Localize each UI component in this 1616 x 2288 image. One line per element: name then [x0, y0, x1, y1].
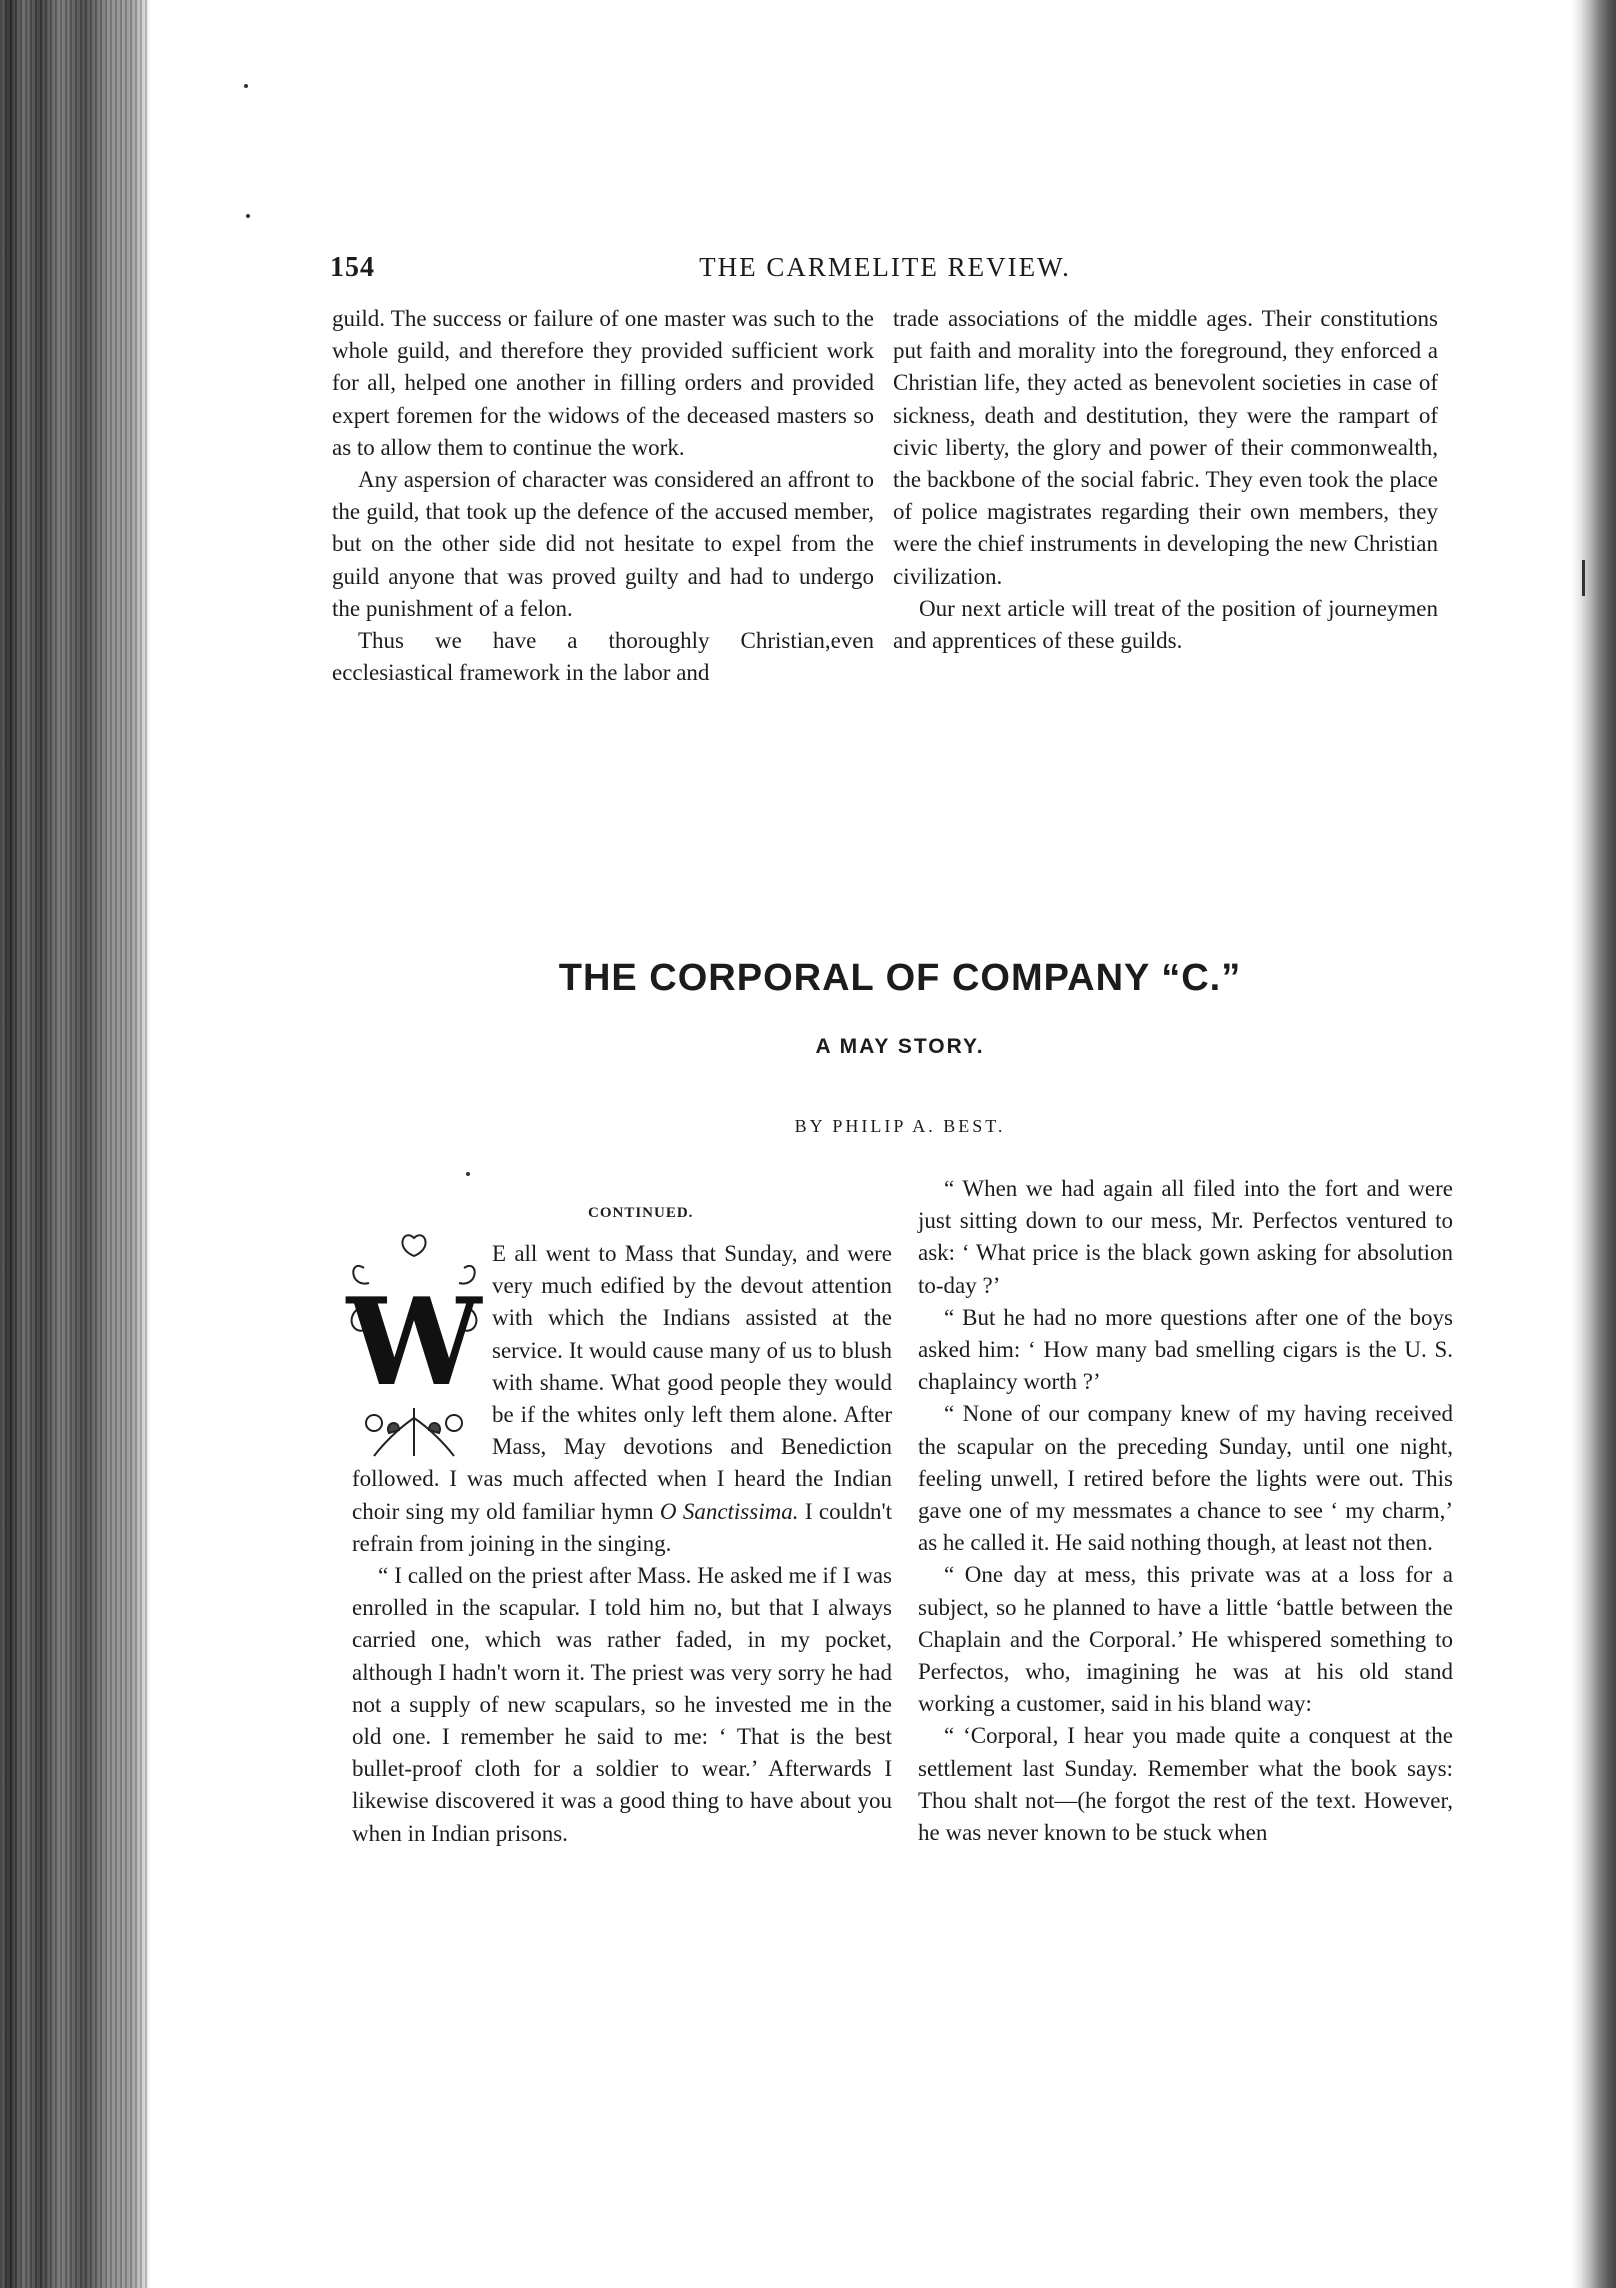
speck — [244, 84, 248, 88]
story-title: THE CORPORAL OF COMPANY “C.” — [558, 957, 1242, 999]
page-edge — [1572, 0, 1616, 2288]
paragraph: “ One day at mess, this private was at a loss for a subject, so he planned to have a little ‘battle between the Chaplain and the Corporal.’ He whispered something to Perfectos, who, imagining he was at his old stand working a customer, said in his bland way: — [918, 1562, 1453, 1717]
speck — [246, 214, 250, 218]
paragraph: “ But he had no more questions after one of the boys asked him: ‘ How many bad smelling cigars is the U. S. chaplaincy worth ?’ — [918, 1304, 1453, 1395]
top-left-column — [332, 303, 874, 689]
story-subtitle: A MAY STORY. — [815, 1035, 985, 1058]
paragraph: Any aspersion of character was considered an affront to the guild, that took up the defence of the accused member, but on the other side did not hesitate to expel from the guild anyone that was proved guilty and had to undergo the punishment of a felon. — [332, 467, 874, 621]
drop-cap-letter: W — [346, 1272, 482, 1413]
top-right-column — [893, 303, 1438, 657]
bottom-left-column — [346, 1238, 892, 1850]
paragraph: “ None of our company knew of my having received the scapular on the preceding Sunday, until one night, feeling unwell, I retired before the lights were out. This gave one of my messmates a chance to see ‘ my charm,’ as he called it. He said nothing though, at least not then. — [918, 1401, 1453, 1556]
paragraph: “ I called on the priest after Mass. He asked me if I was enrolled in the scapular. I told him no, but that I always carried one, which was rather faded, in my pocket, although I hadn't worn it. The priest was very sorry he had not a supply of new scapulars, so he invested me in the old one. I remember he said to me: ‘ That is the best bullet-proof cloth for a soldier to wear.’ Afterwards I likewise discovered it was a good thing to have about you when in Indian prisons. — [352, 1563, 892, 1846]
paragraph: Thus we have a thoroughly Christian,even ecclesiastical framework in the labor and — [332, 628, 874, 686]
running-head — [330, 252, 1440, 292]
journal-title: THE CARMELITE REVIEW. — [699, 252, 1071, 282]
bottom-right-column — [918, 1173, 1453, 1849]
paragraph: guild. The success or failure of one master was such to the whole guild, and therefore they provided sufficient work for all, helped one another in filling orders and provided expert foremen for the widows of the deceased masters so as to allow them to continue the work. — [332, 306, 874, 460]
hymn-title: O Sanctissima. — [659, 1498, 799, 1524]
speck — [466, 1172, 470, 1176]
paragraph: trade associations of the middle ages. Their constitutions put faith and morality into the foreground, they enforced a Christian life, they acted as benevolent societies in case of sickness, death and destitution, they were the rampart of civic liberty, the glory and power of their commonwealth, the backbone of the social fabric. They even took the place of police magistrates regarding their own members, they were the chief instruments in developing the new Christian civilization. — [893, 306, 1438, 589]
paragraph: Our next article will treat of the position of journeymen and apprentices of these guilds. — [893, 595, 1438, 654]
byline: BY PHILIP A. BEST. — [794, 1116, 1006, 1136]
book-binding — [0, 0, 150, 2288]
paragraph-text: I couldn't refrain from joining in the singing. — [352, 1498, 892, 1556]
continued-label: CONTINUED. — [588, 1205, 694, 1221]
ornamental-drop-cap — [344, 1228, 484, 1458]
page-number: 154 — [330, 252, 375, 283]
paragraph-text: E all went to Mass that Sunday, and were very much edified by the devout attention with which the Indians assisted at the service. It would cause many of us to blush with shame. What good people they would be if the whites only left them alone. After Mass, May devotions and Benediction followed. I was much affected when I heard the Indian choir sing my old familiar hymn — [352, 1241, 892, 1524]
page-edge-mark — [1582, 560, 1585, 596]
paragraph: “ ‘Corporal, I hear you made quite a conquest at the settlement last Sunday. Remember what the book says: Thou shalt not—(he forgot the rest of the text. However, he was never known to be stuck when — [918, 1723, 1453, 1846]
paragraph: “ When we had again all filed into the fort and were just sitting down to our mess, Mr. Perfectos ventured to ask: ‘ What price is the black gown asking for absolution to-day ?’ — [918, 1176, 1453, 1298]
